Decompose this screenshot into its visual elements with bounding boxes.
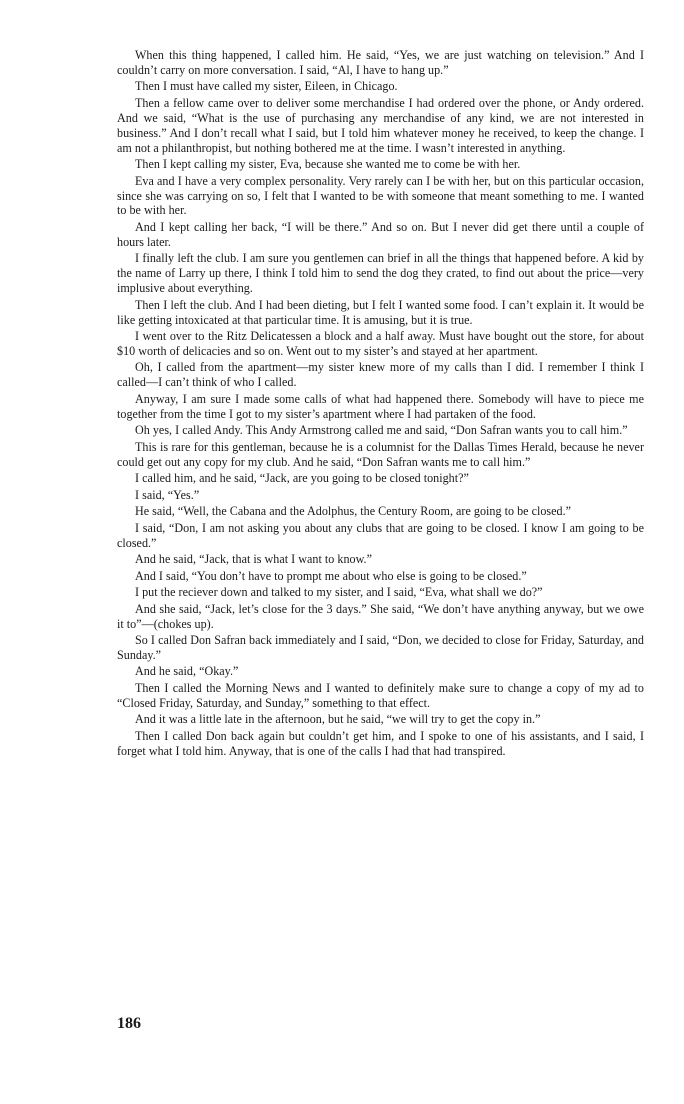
paragraph: And I kept calling her back, “I will be there.” And so on. But I never did get there until a couple of hours later.	[117, 219, 644, 249]
paragraph: And he said, “Okay.”	[135, 664, 239, 679]
paragraph: Eva and I have a very complex personality. Very rarely can I be with her, but on this particular occasion, since she was carrying on so, I felt that I wanted to be with someone that meant something to me. I wanted to be with her.	[117, 173, 644, 218]
paragraph: Oh, I called from the apartment—my sister knew more of my calls than I did. I remember I think I called—I can’t think of who I called.	[117, 360, 644, 390]
paragraph: Then I must have called my sister, Eileen, in Chicago.	[135, 79, 398, 94]
paragraph: Then I called Don back again but couldn’t get him, and I spoke to one of his assistants, and I said, I forget what I told him. Anyway, that is one of the calls I had that had transpired.	[117, 728, 644, 758]
paragraph: And it was a little late in the afternoon, but he said, “we will try to get the copy in.”	[135, 712, 541, 727]
paragraph: Oh yes, I called Andy. This Andy Armstrong called me and said, “Don Safran wants you to call him.”	[135, 423, 628, 438]
paragraph: I went over to the Ritz Delicatessen a block and a half away. Must have bought out the store, for about $10 worth of delicacies and so on. Went out to my sister’s and stayed at her apartment.	[117, 329, 644, 358]
paragraph: When this thing happened, I called him. He said, “Yes, we are just watching on television.” And I couldn’t carry on more conversation. I said, “Al, I have to hang up.”	[117, 48, 644, 77]
paragraph: I said, “Yes.”	[135, 487, 200, 502]
paragraph: I said, “Don, I am not asking you about any clubs that are going to be closed. I know I am going to be closed.”	[117, 520, 644, 550]
paragraph: Then I called the Morning News and I wanted to definitely make sure to change a copy of my ad to “Closed Friday, Saturday, and Sunday,” something to that effect.	[117, 680, 644, 710]
paragraph: Then I kept calling my sister, Eva, because she wanted me to come be with her.	[135, 157, 521, 172]
paragraph: So I called Don Safran back immediately and I said, “Don, we decided to close for Friday, Saturday, and Sunday.”	[117, 633, 644, 662]
paragraph: Then a fellow came over to deliver some merchandise I had ordered over the phone, or Andy ordered. And we said, “What is the use of purchasing any merchandise of any kind, we are not interested in business.” And I don’t recall what I said, but I told him whatever money he received, to keep the change. I am not a philanthropist, but nothing bothered me at the time. I wasn’t interested in anything.	[117, 95, 644, 155]
paragraph: I called him, and he said, “Jack, are you going to be closed tonight?”	[135, 471, 469, 486]
page-number: 186	[117, 1015, 141, 1032]
paragraph: I finally left the club. I am sure you gentlemen can brief in all the things that happened before. A kid by the name of Larry up there, I think I told him to send the dog they crated, to find out about the price—very implusive about everything.	[117, 251, 644, 296]
paragraph: And I said, “You don’t have to prompt me about who else is going to be closed.”	[135, 568, 527, 583]
page-body	[117, 48, 644, 760]
paragraph: I put the reciever down and talked to my sister, and I said, “Eva, what shall we do?”	[135, 585, 543, 600]
paragraph: And he said, “Jack, that is what I want to know.”	[135, 552, 372, 567]
paragraph: Then I left the club. And I had been dieting, but I felt I wanted some food. I can’t explain it. It would be like getting intoxicated at that particular time. It is amusing, but it is true.	[117, 297, 644, 327]
paragraph: And she said, “Jack, let’s close for the 3 days.” She said, “We don’t have anything anyway, but we owe it to”—(chokes up).	[117, 601, 644, 631]
paragraph: Anyway, I am sure I made some calls of what had happened there. Somebody will have to piece me together from the time I got to my sister’s apartment where I had partaken of the food.	[117, 391, 644, 421]
paragraph: This is rare for this gentleman, because he is a columnist for the Dallas Times Herald, because he never could get out any copy for my club. And he said, “Don Safran wants me to call him.”	[117, 439, 644, 469]
paragraph: He said, “Well, the Cabana and the Adolphus, the Century Room, are going to be closed.”	[135, 504, 572, 519]
